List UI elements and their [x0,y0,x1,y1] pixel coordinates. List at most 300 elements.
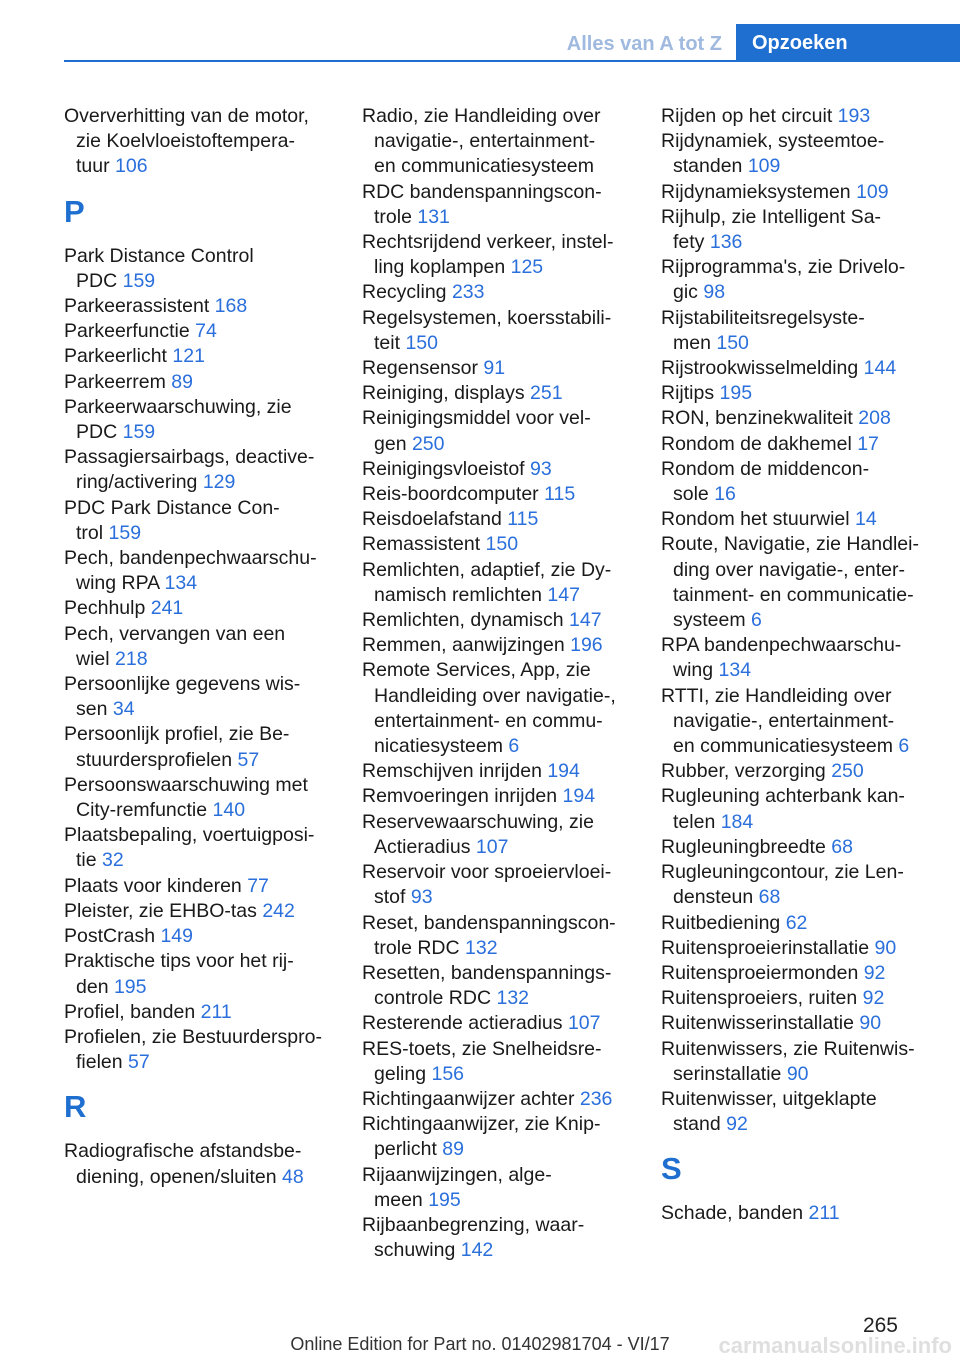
page-reference-link[interactable]: 121 [172,345,205,368]
index-entry-line [64,924,334,949]
index-entry-line [661,936,931,961]
index-entry [362,911,632,961]
index-entry [661,684,931,760]
index-entry-text: Parkeerassistent [64,295,215,318]
index-entry-text: RTTI, zie Handleiding over [661,684,892,707]
index-entry-text: Reiniging, displays [362,382,531,405]
page-reference-link[interactable]: 74 [195,320,217,343]
page-reference-link[interactable]: 193 [837,105,871,127]
index-entry-text: Remote Services, App, zie [362,659,591,682]
page-reference-link[interactable]: 34 [112,698,135,721]
index-entry-text: Persoonlijke gegevens wis‐ [64,673,301,696]
page-reference-link[interactable]: 150 [716,331,749,354]
index-entry-line [362,154,632,179]
index-entry [362,1087,632,1112]
index-entry-line [64,1025,334,1050]
index-entry-text: ding over navigatie-, enter‐ [673,558,905,581]
page-reference-link[interactable]: 93 [530,457,552,480]
index-entry-line [362,1238,632,1263]
page-reference-link[interactable]: 68 [831,835,853,858]
index-entry-line [362,558,632,583]
index-entry-text: sole [673,483,715,506]
index-entry-text: RDC bandenspanningscon‐ [362,180,602,203]
index-entry-line [64,647,334,672]
index-entry [362,608,632,633]
index-entry-line [64,874,334,899]
index-entry [661,986,931,1011]
index-entry-line [362,885,632,910]
index-entry-text: Reis-boordcomputer [362,483,545,506]
index-entry-text: PDC Park Distance Con‐ [64,496,280,519]
index-entry-line [64,823,334,848]
index-entry-line [661,911,931,936]
header-rule [64,60,960,62]
index-entry-text: standen [673,155,748,178]
index-entry-line [64,154,334,179]
page-reference-link[interactable]: 147 [547,583,580,606]
index-entry-line [362,230,632,255]
page-reference-link[interactable]: 150 [405,331,438,354]
index-entry-line [362,180,632,205]
index-entry-line [661,558,931,583]
page-reference-link[interactable]: 242 [262,899,295,922]
page-reference-link[interactable]: 211 [200,1000,232,1023]
index-entry-text: en communicatiesysteem [673,735,899,758]
index-entry-text: Ruitensproeiers, ruiten [661,987,863,1010]
page-reference-link[interactable]: 109 [747,155,781,178]
index-entry [661,1201,931,1226]
index-entry [362,1011,632,1036]
index-entry [661,1011,931,1036]
index-entry [362,406,632,456]
index-entry-text: PDC [76,421,123,444]
index-entry [661,306,931,356]
index-entry [362,860,632,910]
page-reference-link[interactable]: 218 [115,647,148,670]
index-entry-line [64,596,334,621]
index-entry [64,899,334,924]
index-entry-text: Plaatsbepaling, voertuigposi‐ [64,824,315,847]
index-entry-text: schuwing [374,1239,461,1262]
index-entry-text: Reisdoelafstand [362,508,508,531]
index-entry-line [362,1062,632,1087]
index-entry [661,1037,931,1087]
index-entry-line [64,104,334,129]
page-reference-link[interactable]: 90 [786,1062,809,1085]
index-entry-line [661,129,931,154]
index-entry-text: sen [76,698,113,721]
index-entry-line [661,784,931,809]
index-entry-text: gic [673,281,704,304]
page-reference-link[interactable]: 159 [108,521,142,544]
page-reference-link[interactable]: 196 [570,634,603,657]
index-entry-text: Parkeerlicht [64,345,173,368]
index-entry-text: Recycling [362,281,452,304]
page-reference-link[interactable]: 6 [508,735,520,758]
index-entry-text: PostCrash [64,925,161,948]
index-entry [661,104,931,129]
index-entry-text: Parkeerwaarschuwing, zie [64,395,292,418]
index-entry [661,1087,931,1137]
index-entry-text: Persoonswaarschuwing met [64,773,308,796]
index-entry-text: Handleiding over navigatie-, [374,684,616,707]
index-entry [362,1037,632,1087]
index-entry-line [362,482,632,507]
index-entry-line [64,546,334,571]
page-reference-link[interactable]: 57 [128,1051,150,1074]
index-entry-text: Remlichten, adaptief, zie Dy‐ [362,558,612,581]
index-entry-line [661,381,931,406]
index-entry-line [362,1137,632,1162]
index-entry-line [64,949,334,974]
page-reference-link[interactable]: 89 [442,1138,464,1161]
index-entry-text: navigatie-, entertainment- [374,130,596,153]
index-entry-text: zie Koelvloeistoftempera‐ [76,130,295,153]
index-entry-text: Rondom de middencon‐ [661,457,870,480]
page-reference-link[interactable]: 89 [171,370,193,393]
tab-opzoeken[interactable]: Opzoeken [736,24,960,62]
index-entry-line [661,406,931,431]
index-entry [362,306,632,356]
page-reference-link[interactable]: 159 [122,269,156,292]
index-entry-text: Ruitenwissers, zie Ruitenwis‐ [661,1037,915,1060]
index-column-2 [362,104,632,1263]
index-entry [362,104,632,180]
page-reference-link[interactable]: 195 [113,975,147,998]
index-entry-line [362,860,632,885]
page-reference-link[interactable]: 14 [855,508,877,531]
page-reference-link[interactable]: 131 [417,205,450,228]
index-entry-line [64,622,334,647]
index-entry-line [362,432,632,457]
index-entry-line [362,1011,632,1036]
index-entry-line [64,395,334,420]
page-reference-link[interactable]: 159 [122,421,156,444]
index-entry-text: Plaats voor kinderen [64,874,248,897]
page-reference-link[interactable]: 77 [247,874,269,897]
page-reference-link[interactable]: 250 [411,432,445,455]
index-entry-line [661,1037,931,1062]
page-reference-link[interactable]: 134 [164,572,198,595]
index-entry [64,319,334,344]
index-entry-line [661,684,931,709]
index-entry-line [362,658,632,683]
page-reference-link[interactable]: 241 [150,597,184,620]
index-entry-text: Reservoir voor sproeiervloei‐ [362,861,612,884]
index-entry-text: Richtingaanwijzer achter [362,1087,580,1110]
page-reference-link[interactable]: 125 [510,256,544,279]
page-reference-link[interactable]: 6 [898,735,910,758]
index-entry [64,244,334,294]
index-entry-line [362,1163,632,1188]
index-entry-line [362,1213,632,1238]
index-entry-text: Schade, banden [661,1202,809,1225]
index-entry-text: Persoonlijk profiel, zie Be‐ [64,723,290,746]
index-entry-text: trole RDC [374,936,466,959]
index-entry-text: Reservewaarschuwing, zie [362,810,594,833]
page-reference-link[interactable]: 115 [507,508,539,531]
index-entry [362,381,632,406]
index-entry [661,860,931,910]
index-entry-line [661,457,931,482]
index-entry-text: Rugleuningbreedte [661,835,832,858]
page-reference-link[interactable]: 168 [214,295,248,318]
index-entry [64,344,334,369]
index-entry-line [362,810,632,835]
index-entry-line [661,306,931,331]
index-entry-line [362,709,632,734]
index-entry-text: Remvoeringen inrijden [362,785,563,808]
index-entry-text: Profielen, zie Bestuurderspro‐ [64,1025,322,1048]
index-entry-text: trole [374,205,418,228]
index-entry-text: stof [374,886,411,909]
index-entry-line [362,356,632,381]
index-entry-line [64,773,334,798]
index-entry [64,622,334,672]
index-entry [362,558,632,608]
index-entry [64,1139,334,1189]
index-entry-line [362,104,632,129]
index-entry-line [661,583,931,608]
index-entry [362,759,632,784]
index-entry [64,823,334,873]
index-entry-line [661,709,931,734]
index-entry [661,532,931,633]
index-entry-text: Reinigingsvloeistof [362,457,531,480]
page-reference-link[interactable]: 149 [160,925,193,948]
index-entry-line [362,205,632,230]
index-entry-text: trol [76,521,109,544]
index-entry-text: Radiografische afstandsbe‐ [64,1140,302,1163]
index-entry-line [64,244,334,269]
index-entry-line [661,1062,931,1087]
index-entry [64,445,334,495]
page-reference-link[interactable]: 134 [718,659,752,682]
page-reference-link[interactable]: 16 [714,483,736,506]
page-reference-link[interactable]: 6 [751,609,762,632]
page-reference-link[interactable]: 195 [428,1188,461,1211]
index-entry-text: namisch remlichten [374,583,548,606]
index-entry-line [362,734,632,759]
page-reference-link[interactable]: 150 [485,533,519,556]
index-entry [64,672,334,722]
index-entry-line [64,129,334,154]
index-entry-line [661,835,931,860]
index-entry-line [362,331,632,356]
index-entry-text: RON, benzinekwaliteit [661,407,859,430]
index-entry-text: Ruitensproeierinstallatie [661,936,875,959]
index-entry-line [362,457,632,482]
index-entry-line [64,748,334,773]
page-reference-link[interactable]: 91 [483,357,506,380]
index-entry-line [64,470,334,495]
index-entry-text: Pech, bandenpechwaarschu‐ [64,547,317,570]
index-entry-line [661,104,931,129]
index-entry-text: Remschijven inrijden [362,760,548,783]
page-reference-link[interactable]: 208 [858,407,891,430]
index-entry [661,784,931,834]
index-entry-text: Rechtsrijdend verkeer, instel‐ [362,231,614,254]
index-entry-line [362,306,632,331]
index-entry-line [661,356,931,381]
index-entry [661,633,931,683]
page-reference-link[interactable]: 132 [496,987,530,1010]
index-entry [64,773,334,823]
index-entry [661,406,931,431]
index-entry-line [661,205,931,230]
index-entry [362,180,632,230]
index-column-1 [64,104,334,1190]
index-entry [64,370,334,395]
page-reference-link[interactable]: 57 [237,748,260,771]
index-entry [661,129,931,179]
page-reference-link[interactable]: 109 [856,180,889,203]
page-reference-link[interactable]: 195 [719,382,753,405]
index-entry-text: Parkeerrem [64,370,172,393]
index-entry-line [661,810,931,835]
page-reference-link[interactable]: 142 [460,1239,494,1262]
page-reference-link[interactable]: 136 [709,231,743,254]
index-entry-line [661,230,931,255]
page-reference-link[interactable]: 129 [202,471,236,494]
index-entry-line [64,899,334,924]
index-entry-text: Reset, bandenspanningscon‐ [362,911,616,934]
page-reference-link[interactable]: 251 [530,382,563,405]
index-entry-text: stuurdersprofielen [76,748,238,771]
index-entry-line [362,1112,632,1137]
index-entry-line [362,608,632,633]
index-entry-line [661,331,931,356]
index-entry-line [661,608,931,633]
index-entry-text: Reinigingsmiddel voor vel‐ [362,407,591,430]
page-reference-link[interactable]: 17 [857,432,879,455]
index-entry-text: Parkeerfunctie [64,320,196,343]
index-entry-text: Actieradius [374,835,476,858]
index-entry-text: Passagiersairbags, deactive‐ [64,446,315,469]
index-entry-line [64,294,334,319]
index-entry-line [661,482,931,507]
page-reference-link[interactable]: 93 [410,886,433,909]
index-entry-text: en communicatiesysteem [374,155,595,178]
index-entry [64,1025,334,1075]
index-entry-line [362,961,632,986]
page-reference-link[interactable]: 90 [859,1012,882,1035]
page-reference-link[interactable]: 90 [874,936,897,959]
index-entry-text: Regensensor [362,357,484,380]
page-reference-link[interactable]: 115 [544,483,576,506]
page-reference-link[interactable]: 144 [863,357,897,380]
index-entry-line [661,658,931,683]
index-entry-text: den [76,975,114,998]
index-entry [661,759,931,784]
index-entry-line [64,697,334,722]
index-entry-line [661,860,931,885]
index-entry [661,936,931,961]
index-entry-text: Rijbaanbegrenzing, waar‐ [362,1213,585,1236]
index-entry-text: Ruitensproeiermonden [661,961,864,984]
page-reference-link[interactable]: 92 [863,961,886,984]
page-reference-link[interactable]: 62 [785,911,808,934]
index-entry [362,658,632,759]
index-entry-line [362,129,632,154]
page-reference-link[interactable]: 32 [102,849,124,872]
page-reference-link[interactable]: 184 [720,810,754,833]
index-entry-text: Rugleuningcontour, zie Len‐ [661,861,904,884]
index-entry-text: Remlichten, dynamisch [362,609,569,632]
page-reference-link[interactable]: 98 [703,281,726,304]
index-entry-text: Profiel, banden [64,1000,201,1023]
page-reference-link[interactable]: 233 [451,281,485,304]
index-entry-text: ring/activering [76,471,203,494]
index-entry-text: Ruitenwisser, uitgeklapte [661,1087,877,1110]
index-entry [362,961,632,1011]
index-entry-line [661,507,931,532]
index-entry-line [64,1000,334,1025]
index-entry [661,961,931,986]
index-entry-text: Rondom het stuurwiel [661,508,856,531]
index-entry-line [362,255,632,280]
index-entry-line [64,344,334,369]
index-entry [64,874,334,899]
index-entry-line [362,280,632,305]
index-entry-line [362,759,632,784]
page-reference-link[interactable]: 140 [212,799,246,822]
page-reference-link[interactable]: 92 [726,1113,748,1136]
page-reference-link[interactable]: 68 [758,886,781,909]
page-reference-link[interactable]: 194 [547,760,580,783]
index-entry-line [661,986,931,1011]
page-reference-link[interactable]: 211 [808,1202,840,1225]
page-number: 265 [862,1314,898,1337]
index-entry [362,457,632,482]
page-reference-link[interactable]: 106 [115,155,148,178]
page-reference-link[interactable]: 156 [431,1062,465,1085]
index-entry-text: Rijtips [661,382,720,405]
index-entry [661,911,931,936]
index-entry-line [362,986,632,1011]
page-reference-link[interactable]: 147 [569,609,602,632]
index-entry-line [362,1188,632,1213]
index-entry [661,356,931,381]
page-reference-link[interactable]: 92 [862,987,885,1010]
index-entry-line [661,885,931,910]
index-entry [64,294,334,319]
page-reference-link[interactable]: 107 [567,1012,601,1035]
index-entry-line [661,759,931,784]
page-reference-link[interactable]: 236 [579,1087,613,1110]
index-entry-line [362,507,632,532]
index-entry [362,230,632,280]
index-entry [362,784,632,809]
page-reference-link[interactable]: 48 [282,1165,304,1188]
index-entry [661,432,931,457]
index-entry-text: Oververhitting van de motor, [64,105,309,127]
page-reference-link[interactable]: 132 [465,936,498,959]
index-entry-line [661,532,931,557]
index-entry [362,532,632,557]
index-entry-text: stand [673,1113,727,1136]
index-entry-text: gen [374,432,412,455]
edition-footer: Online Edition for Part no. 01402981704 - VI/17 [290,1334,670,1354]
index-entry [661,205,931,255]
index-entry-line [64,370,334,395]
page-reference-link[interactable]: 250 [831,760,864,783]
page-reference-link[interactable]: 194 [562,785,596,808]
index-entry-text: Route, Navigatie, zie Handlei‐ [661,533,919,556]
page-reference-link[interactable]: 107 [475,835,509,858]
index-entry-line [362,1037,632,1062]
index-entry [661,255,931,305]
